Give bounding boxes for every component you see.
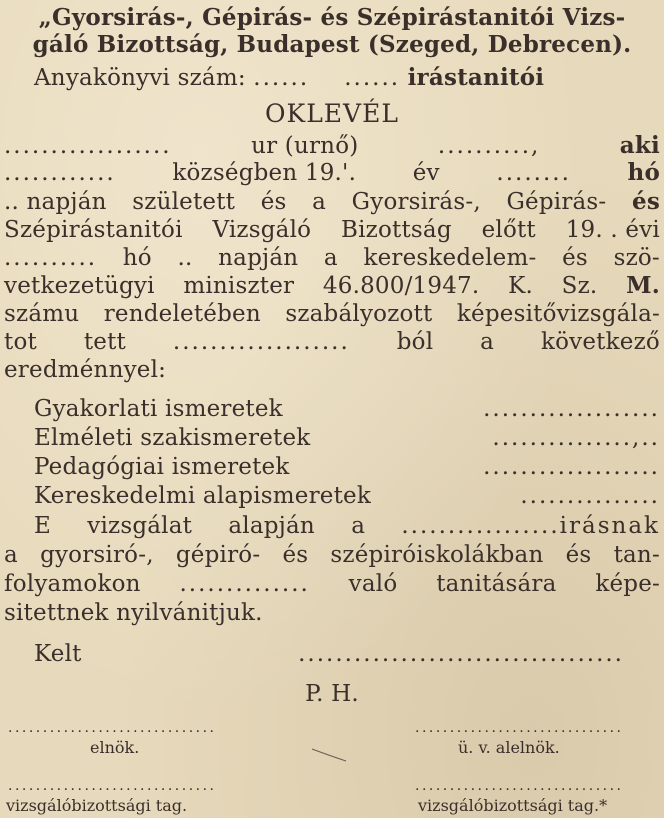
body-line-3: .. napján született és a Gyorsirás-, Gépirás- és (4, 188, 660, 215)
header-line-1: „Gyorsirás-, Gépirás- és Szépirástanitói Vizs- (38, 4, 626, 31)
body-line-1: .................. ur (urnő) .........., aki (4, 132, 660, 159)
body-line-5: .......... hó .. napján a kereskedelem- és szö- (4, 245, 660, 271)
result-row: Gyakorlati ismeretek ................... (34, 396, 660, 422)
result-row: Elméleti szakismeretek ...............,.. (34, 425, 660, 451)
kelt-dots: ................................... (298, 641, 624, 667)
body-line-4: Szépirástanitói Vizsgáló Bizottság előtt 19. . évi (4, 217, 660, 243)
result-row: Pedagógiai ismeretek ................... (34, 454, 660, 480)
body-line-2: ............ községben 19.'. év ........ hó (4, 159, 660, 186)
body-line-9: eredménnyel: (4, 357, 167, 383)
closing-line-3: folyamokon .............. való tanitására képe- (4, 571, 660, 597)
closing-line-2: a gyorsiró-, gépiró- és szépiróiskolákban és tan- (4, 542, 660, 568)
registry-dots-2: ...... (344, 65, 401, 91)
header-line-2: gáló Bizottság, Budapest (Szeged, Debrecen). (32, 31, 632, 58)
stray-pen-mark (310, 745, 350, 763)
signature-vice-chairman: ü. v. alelnök. (458, 738, 560, 757)
signature-chairman: elnök. (90, 738, 140, 757)
registry-suffix: irástanitói (407, 64, 545, 91)
signature-dots-left-2: .............................. (8, 778, 217, 794)
document-title: OKLEVÉL (265, 99, 399, 128)
signature-dots-right-2: .............................. (415, 778, 624, 794)
registry-dots-1: ...... (253, 65, 310, 91)
body-line-8: tot tett ................... ból a következő (4, 329, 660, 355)
registry-label: Anyakönyvi szám: (34, 65, 246, 91)
kelt-line (34, 640, 624, 668)
result-row: Kereskedelmi alapismeretek ............... (34, 483, 660, 509)
closing-line-4: sitettnek nyilvánitjuk. (4, 600, 263, 626)
signature-member-left: vizsgálóbizottsági tag. (6, 796, 188, 815)
kelt-label: Kelt (34, 641, 82, 667)
body-line-7: számu rendeletében szabályozott képesitővizsgála- (4, 301, 660, 327)
signature-dots-left: .............................. (8, 720, 217, 736)
closing-line-1: E vizsgálat alapján a .................irásnak (34, 513, 660, 539)
signature-dots-right: .............................. (415, 720, 624, 736)
registry-line (34, 64, 654, 92)
body-line-6: vetkezetügyi miniszter 46.800/1947. K. Sz. M. (4, 272, 660, 299)
signature-member-right: vizsgálóbizottsági tag.* (418, 796, 608, 815)
seal-placeholder: P. H. (305, 681, 359, 707)
